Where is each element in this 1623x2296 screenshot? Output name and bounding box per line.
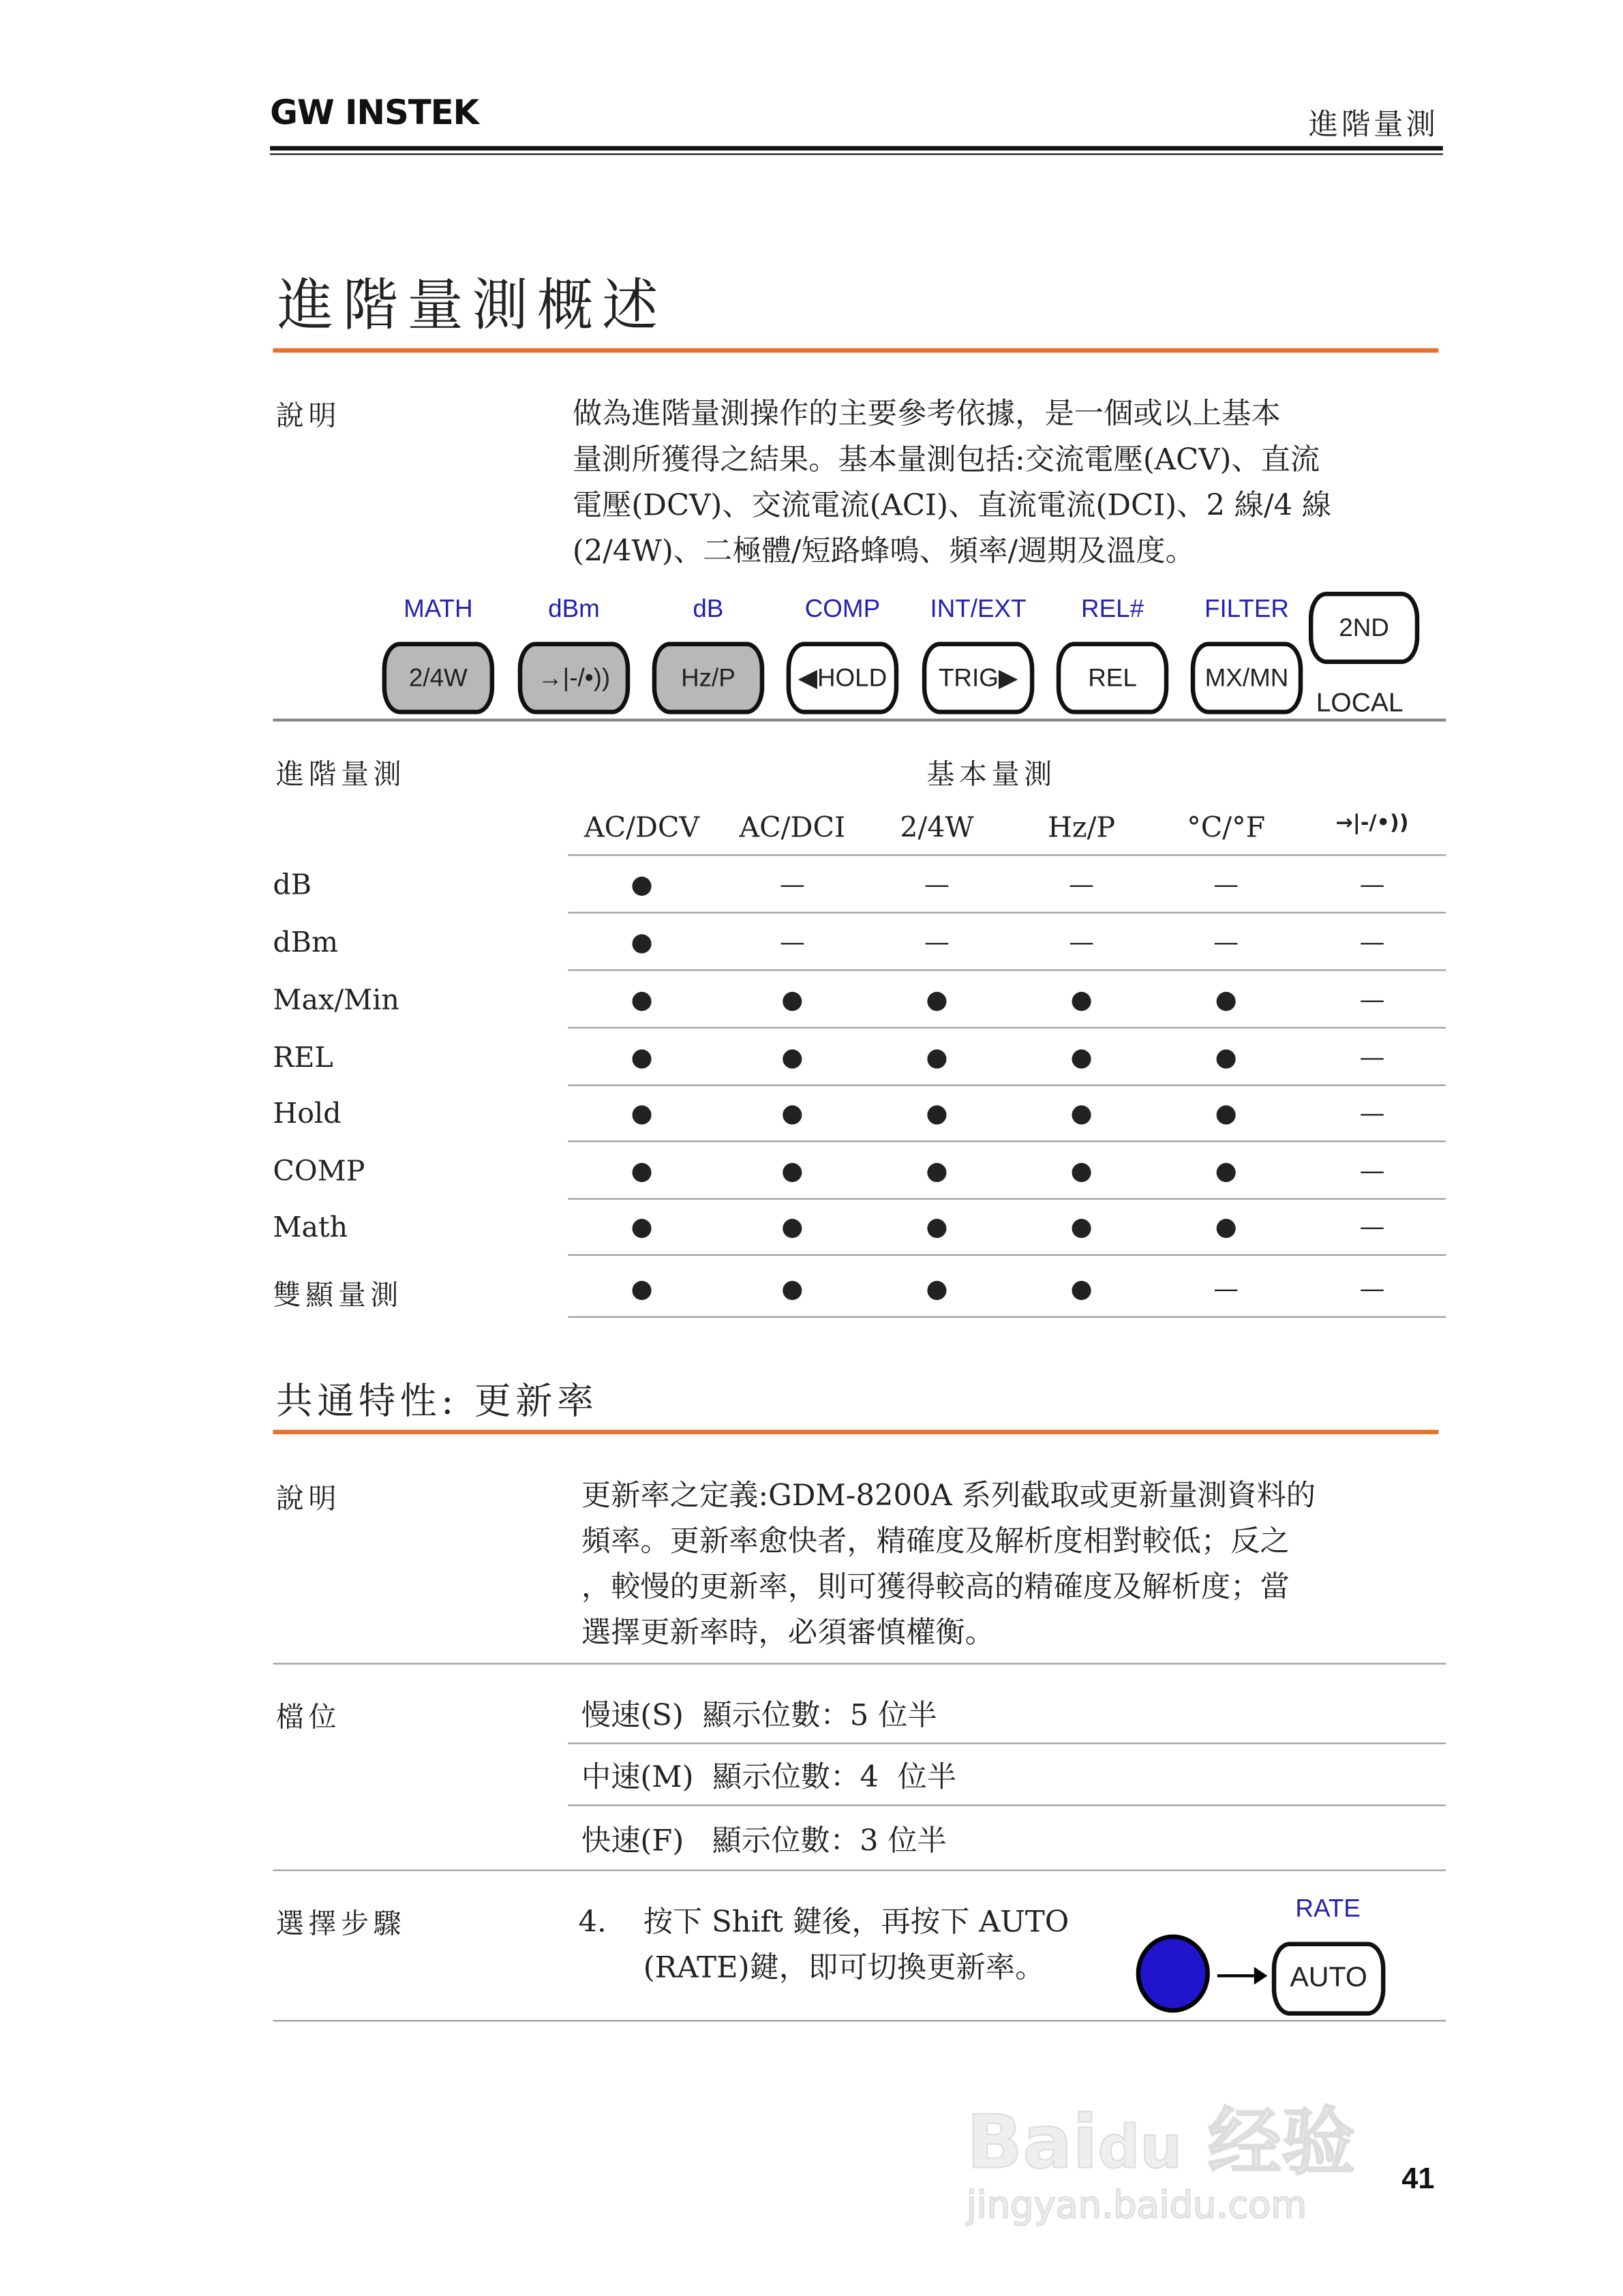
row-label: dBm (273, 926, 339, 959)
step-text (643, 1899, 1070, 1991)
baidu-watermark: Baidu 经验 (966, 2100, 1356, 2186)
table-cell: — (779, 871, 805, 901)
row-label: 雙顯量測 (273, 1279, 403, 1312)
header-section: 進階量測 (1308, 106, 1439, 142)
rate-shift-label: RATE (1295, 1894, 1361, 1923)
column-header: °C/°F (1187, 811, 1266, 845)
overview-label: 說明 (275, 399, 342, 433)
step-number: 4. (578, 1903, 607, 1939)
table-cell: — (1359, 1043, 1385, 1073)
table-cell: ● (631, 1275, 653, 1305)
table-cell: — (1069, 928, 1094, 958)
key-button[interactable]: TRIG▶ (922, 642, 1035, 714)
shift-key-icon[interactable] (1136, 1935, 1210, 2013)
table-cell: ● (1215, 1156, 1237, 1187)
table-group-header: 基本量測 (926, 758, 1057, 791)
setting-label: 檔位 (275, 1701, 342, 1734)
setting-slow: 慢速(S) 顯示位數：5 位半 (581, 1697, 937, 1733)
table-cell: ● (631, 1213, 653, 1243)
key-button[interactable]: REL (1057, 642, 1169, 714)
setting-medium: 中速(M) 顯示位數：4 位半 (581, 1759, 957, 1795)
table-cell: — (1359, 1275, 1385, 1305)
table-cell: — (1213, 871, 1239, 901)
text-line: 頻率。更新率愈快者，精確度及解析度相對較低；反之 (581, 1522, 1290, 1558)
table-cell: ● (781, 1213, 804, 1243)
gw-instek-logo: GW INSTEK (270, 94, 479, 133)
table-cell: ● (1070, 1213, 1093, 1243)
shift-label-4: INT/EXT (930, 594, 1027, 623)
shift-label-5: REL# (1081, 594, 1144, 623)
table-cell: — (924, 928, 950, 958)
title-rule (273, 348, 1438, 352)
table-cell: ● (1215, 1099, 1237, 1129)
row-label: Hold (273, 1098, 342, 1131)
table-cell: ● (631, 1043, 653, 1073)
key-button[interactable]: ◀HOLD (787, 642, 899, 714)
auto-key[interactable]: AUTO (1272, 1942, 1386, 2015)
table-cell: ● (631, 1156, 653, 1187)
table-cell: ● (926, 1275, 948, 1305)
column-header: 2/4W (900, 811, 974, 845)
shift-label-1: dBm (548, 594, 600, 623)
shift-label-6: FILTER (1204, 594, 1290, 623)
column-header: Hz/P (1048, 811, 1116, 845)
table-cell: — (924, 871, 950, 901)
table-cell: ● (1070, 1156, 1093, 1187)
table-cell: — (1359, 1156, 1385, 1187)
row-label: Max/Min (273, 984, 399, 1017)
table-cell: ● (926, 1156, 948, 1187)
table-cell: — (1213, 1275, 1239, 1305)
text-line: (2/4W)、二極體/短路蜂鳴、頻率/週期及溫度。 (572, 532, 1195, 569)
page-title: 進階量測概述 (277, 273, 667, 338)
text-line: 量測所獲得之結果。基本量測包括:交流電壓(ACV)、直流 (572, 441, 1320, 477)
table-row-header: 進階量測 (275, 758, 406, 791)
table-cell: — (1359, 985, 1385, 1016)
table-cell: ● (926, 1043, 948, 1073)
text-line: (RATE)鍵，即可切換更新率。 (643, 1949, 1045, 1985)
header-rule (270, 146, 1443, 150)
table-cell: ● (1070, 1275, 1093, 1305)
rate-desc-label: 說明 (275, 1483, 342, 1515)
text-line: 更新率之定義:GDM-8200A 系列截取或更新量測資料的 (581, 1477, 1316, 1513)
watermark-url: jingyan.baidu.com (966, 2184, 1307, 2227)
text-line: 做為進階量測操作的主要參考依據，是一個或以上基本 (572, 395, 1281, 432)
column-header: AC/DCV (583, 811, 700, 845)
rate-heading: 共通特性: 更新率 (275, 1379, 598, 1423)
row-label: Math (273, 1211, 348, 1244)
local-label: LOCAL (1316, 687, 1404, 717)
table-cell: ● (1215, 1043, 1237, 1073)
column-header: AC/DCI (739, 811, 846, 845)
key-button[interactable]: Hz/P (652, 642, 765, 714)
table-cell: ● (781, 1043, 804, 1073)
shift-label-2: dB (693, 594, 724, 623)
table-cell: — (1213, 928, 1239, 958)
table-cell: — (779, 928, 805, 958)
row-label: dB (273, 868, 312, 902)
text-line: 按下 Shift 鍵後，再按下 AUTO (643, 1903, 1070, 1939)
table-cell: — (1359, 1213, 1385, 1243)
page-number: 41 (1401, 2163, 1435, 2196)
table-cell: ● (631, 985, 653, 1016)
text-line: 選擇更新率時，必須審慎權衡。 (581, 1614, 995, 1650)
table-cell: — (1359, 871, 1385, 901)
table-cell: ● (631, 871, 653, 901)
rate-desc (581, 1472, 1316, 1655)
arrow-right-icon (1217, 1974, 1259, 1977)
table-cell: ● (781, 1275, 804, 1305)
row-label: COMP (273, 1155, 365, 1188)
shift-label-0: MATH (404, 594, 473, 623)
table-cell: ● (781, 1156, 804, 1187)
table-cell: — (1359, 1099, 1385, 1129)
key-button[interactable]: MX/MN (1191, 642, 1303, 714)
key-button[interactable]: 2/4W (382, 642, 495, 714)
table-cell: — (1359, 928, 1385, 958)
table-cell: ● (1215, 1213, 1237, 1243)
table-cell: ● (781, 985, 804, 1016)
steps-label: 選擇步驟 (275, 1907, 406, 1941)
table-cell: ● (926, 985, 948, 1016)
table-cell: ● (1070, 985, 1093, 1016)
table-cell: ● (1070, 1043, 1093, 1073)
text-line: ，較慢的更新率，則可獲得較高的精確度及解析度；當 (581, 1568, 1290, 1604)
column-header: →|-/•)) (1335, 811, 1409, 836)
text-line: 電壓(DCV)、交流電流(ACI)、直流電流(DCI)、2 線/4 線 (572, 487, 1332, 523)
key-button[interactable]: →|-/•)) (518, 642, 631, 714)
row-label: REL (273, 1042, 333, 1074)
table-cell: ● (926, 1213, 948, 1243)
setting-fast: 快速(F) 顯示位數：3 位半 (581, 1822, 947, 1858)
table-cell: ● (631, 928, 653, 958)
table-cell: ● (631, 1099, 653, 1129)
table-cell: ● (781, 1099, 804, 1129)
table-cell: ● (1070, 1099, 1093, 1129)
overview-text (573, 391, 1331, 574)
table-cell: ● (926, 1099, 948, 1129)
key-2nd[interactable]: 2ND (1309, 592, 1419, 664)
shift-label-3: COMP (804, 594, 881, 623)
table-cell: ● (1215, 985, 1237, 1016)
table-cell: — (1069, 871, 1094, 901)
